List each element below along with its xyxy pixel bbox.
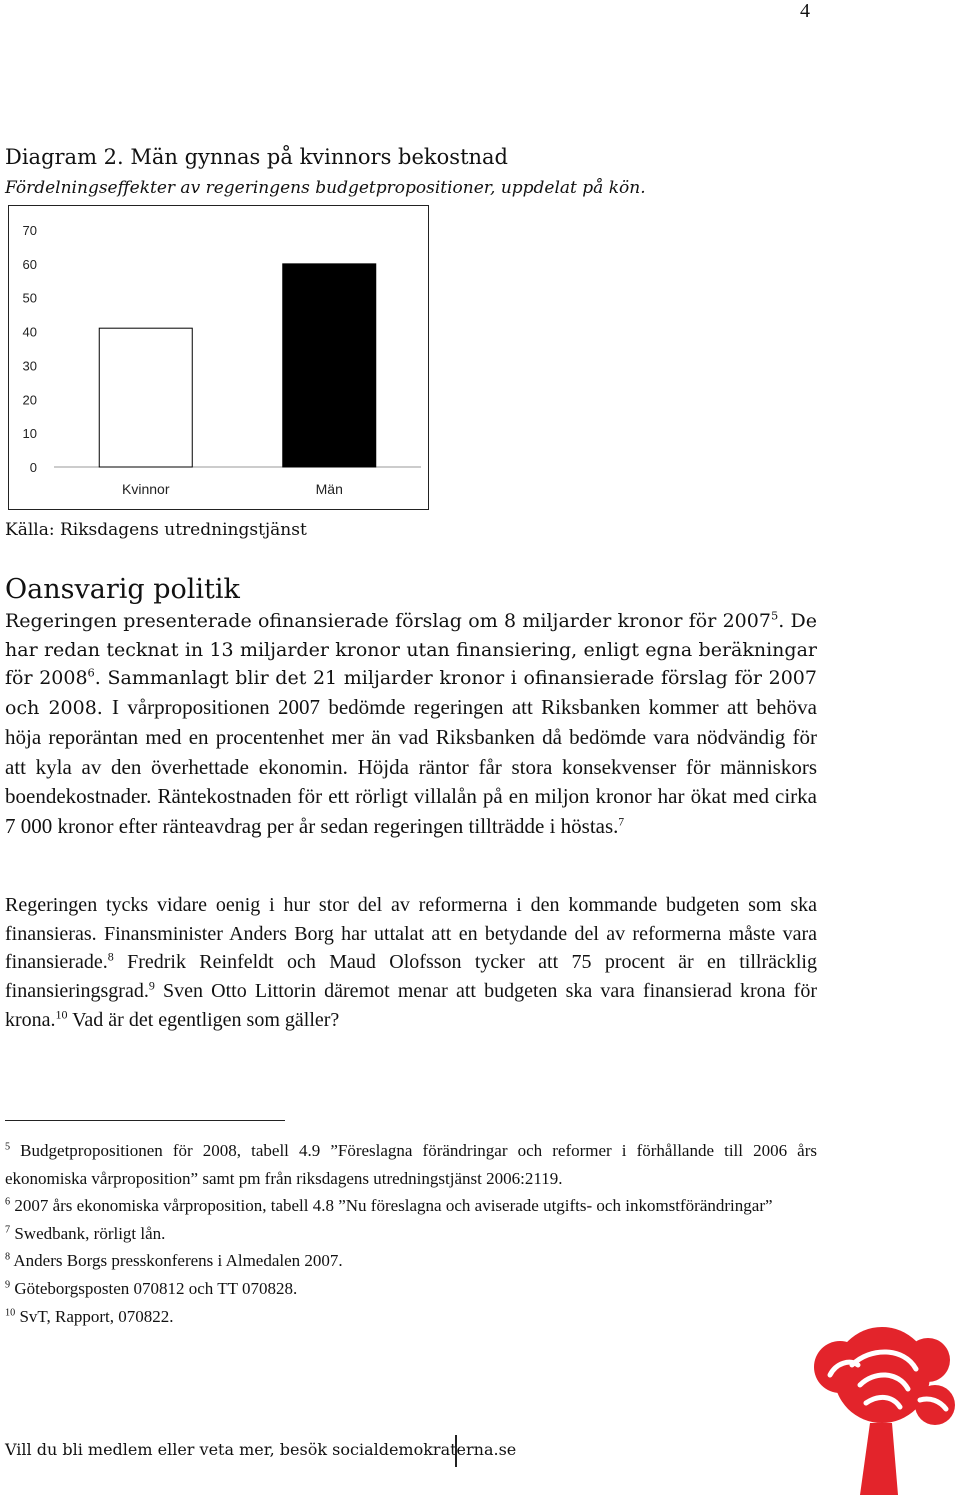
footnotes xyxy=(5,1137,817,1330)
para1-text-3: . Sammanlagt blir det 21 miljarder kronor i ofinansierade förslag för 2007 och 2008. xyxy=(5,667,817,720)
bar-kvinnor xyxy=(99,328,192,467)
section-heading: Oansvarig politik xyxy=(5,574,240,605)
paragraph-unfunded-proposals xyxy=(5,607,817,842)
diagram-title: Diagram 2. Män gynnas på kvinnors bekostnad xyxy=(5,145,508,169)
bar-chart xyxy=(8,205,429,510)
footnote-10: $^{10}$ SvT, Rapport, 070822. xyxy=(5,1306,174,1326)
footer-text: Vill du bli medlem eller veta mer, besök socialdemokraterna.se xyxy=(5,1440,517,1459)
paragraph-financing-disagreement xyxy=(5,891,817,1035)
footnote-ref-7: 7 xyxy=(618,816,625,829)
footnote-ref-6: 6 xyxy=(87,666,95,681)
para2-text-2: Fredrik Reinfeldt och Maud Olofsson tycker att 75 procent är en tillräcklig finansieringsgrad. xyxy=(5,951,817,1003)
y-tick-label-4: 40 xyxy=(22,324,37,340)
para1-text-2: . De har redan tecknat in 13 miljarder kronor utan finansiering, enligt egna beräkningar för 2008 xyxy=(5,610,817,690)
footnote-5: $^5$ Budgetpropositionen för 2008, tabell 4.9 ”Föreslagna förändringar och reformer i förhållande till 2006 års ekonomiska vårproposition” samt pm från riksdagens utredningstjänst 2006:2119. xyxy=(5,1141,817,1188)
para1-text-4: I vårpropositionen 2007 bedömde regeringen att Riksbanken kommer att behöva höja reporäntan med en procentenhet mer än vad Riksbanken då bedömde vara nödvändig för att kyla av den överhettade ekonomin. Höjda räntor får stora konsekvenser för människors boendekostnader. Räntekostnaden för ett rörligt villalån på en miljon kronor har ökat med cirka 7 000 kronor efter ränteavdrag per år sedan regeringen tillträdde i höstas. xyxy=(5,695,817,838)
footnote-divider xyxy=(5,1120,285,1121)
footnote-ref-10: 10 xyxy=(55,1007,68,1022)
y-tick-label-6: 60 xyxy=(22,256,37,272)
footnote-8: $^8$ Anders Borgs presskonferens i Almedalen 2007. xyxy=(5,1251,343,1271)
y-tick-label-3: 30 xyxy=(22,358,37,374)
bar-chart-svg xyxy=(9,206,430,511)
y-tick-label-7: 70 xyxy=(22,223,37,238)
footnote-ref-5: 5 xyxy=(770,608,779,623)
rose-logo-icon xyxy=(800,1305,960,1505)
para1-text-1: Regeringen presenterade ofinansierade förslag om 8 miljarder kronor för 2007 xyxy=(5,610,771,632)
y-tick-label-0: 0 xyxy=(29,460,37,475)
bar-män xyxy=(283,264,376,467)
y-tick-label-2: 20 xyxy=(22,392,37,408)
footnote-ref-8: 8 xyxy=(107,949,114,964)
footnote-ref-9: 9 xyxy=(148,978,155,993)
x-tick-label-män: Män xyxy=(315,481,343,497)
footnote-7: $^7$ Swedbank, rörligt lån. xyxy=(5,1223,166,1243)
page-number: 4 xyxy=(800,0,810,22)
para2-text-1: Regeringen tycks vidare oenig i hur stor del av reformerna i den kommande budgeten som ska finansieras. Finansminister Anders Borg har uttalat att en betydande del av reformerna måste vara finansierade. xyxy=(5,894,817,974)
diagram-subtitle: Fördelningseffekter av regeringens budgetpropositioner, uppdelat på kön. xyxy=(5,178,646,198)
footnote-6: $^6$ 2007 års ekonomiska vårproposition, tabell 4.8 ”Nu föreslagna och aviserade utgifts- och inkomstförändringar” xyxy=(5,1196,773,1216)
y-tick-label-1: 10 xyxy=(22,426,37,442)
x-tick-label-kvinnor: Kvinnor xyxy=(122,481,170,497)
y-tick-label-5: 50 xyxy=(22,290,37,306)
source-note: Källa: Riksdagens utredningstjänst xyxy=(5,520,307,540)
para2-text-3: Sven Otto Littorin däremot menar att budgeten ska vara finansierad krona för krona. xyxy=(5,980,817,1031)
footnote-9: $^9$ Göteborgsposten 070812 och TT 070828. xyxy=(5,1278,298,1298)
para2-text-4: Vad är det egentligen som gäller? xyxy=(67,1008,340,1031)
footer-divider xyxy=(455,1435,457,1467)
